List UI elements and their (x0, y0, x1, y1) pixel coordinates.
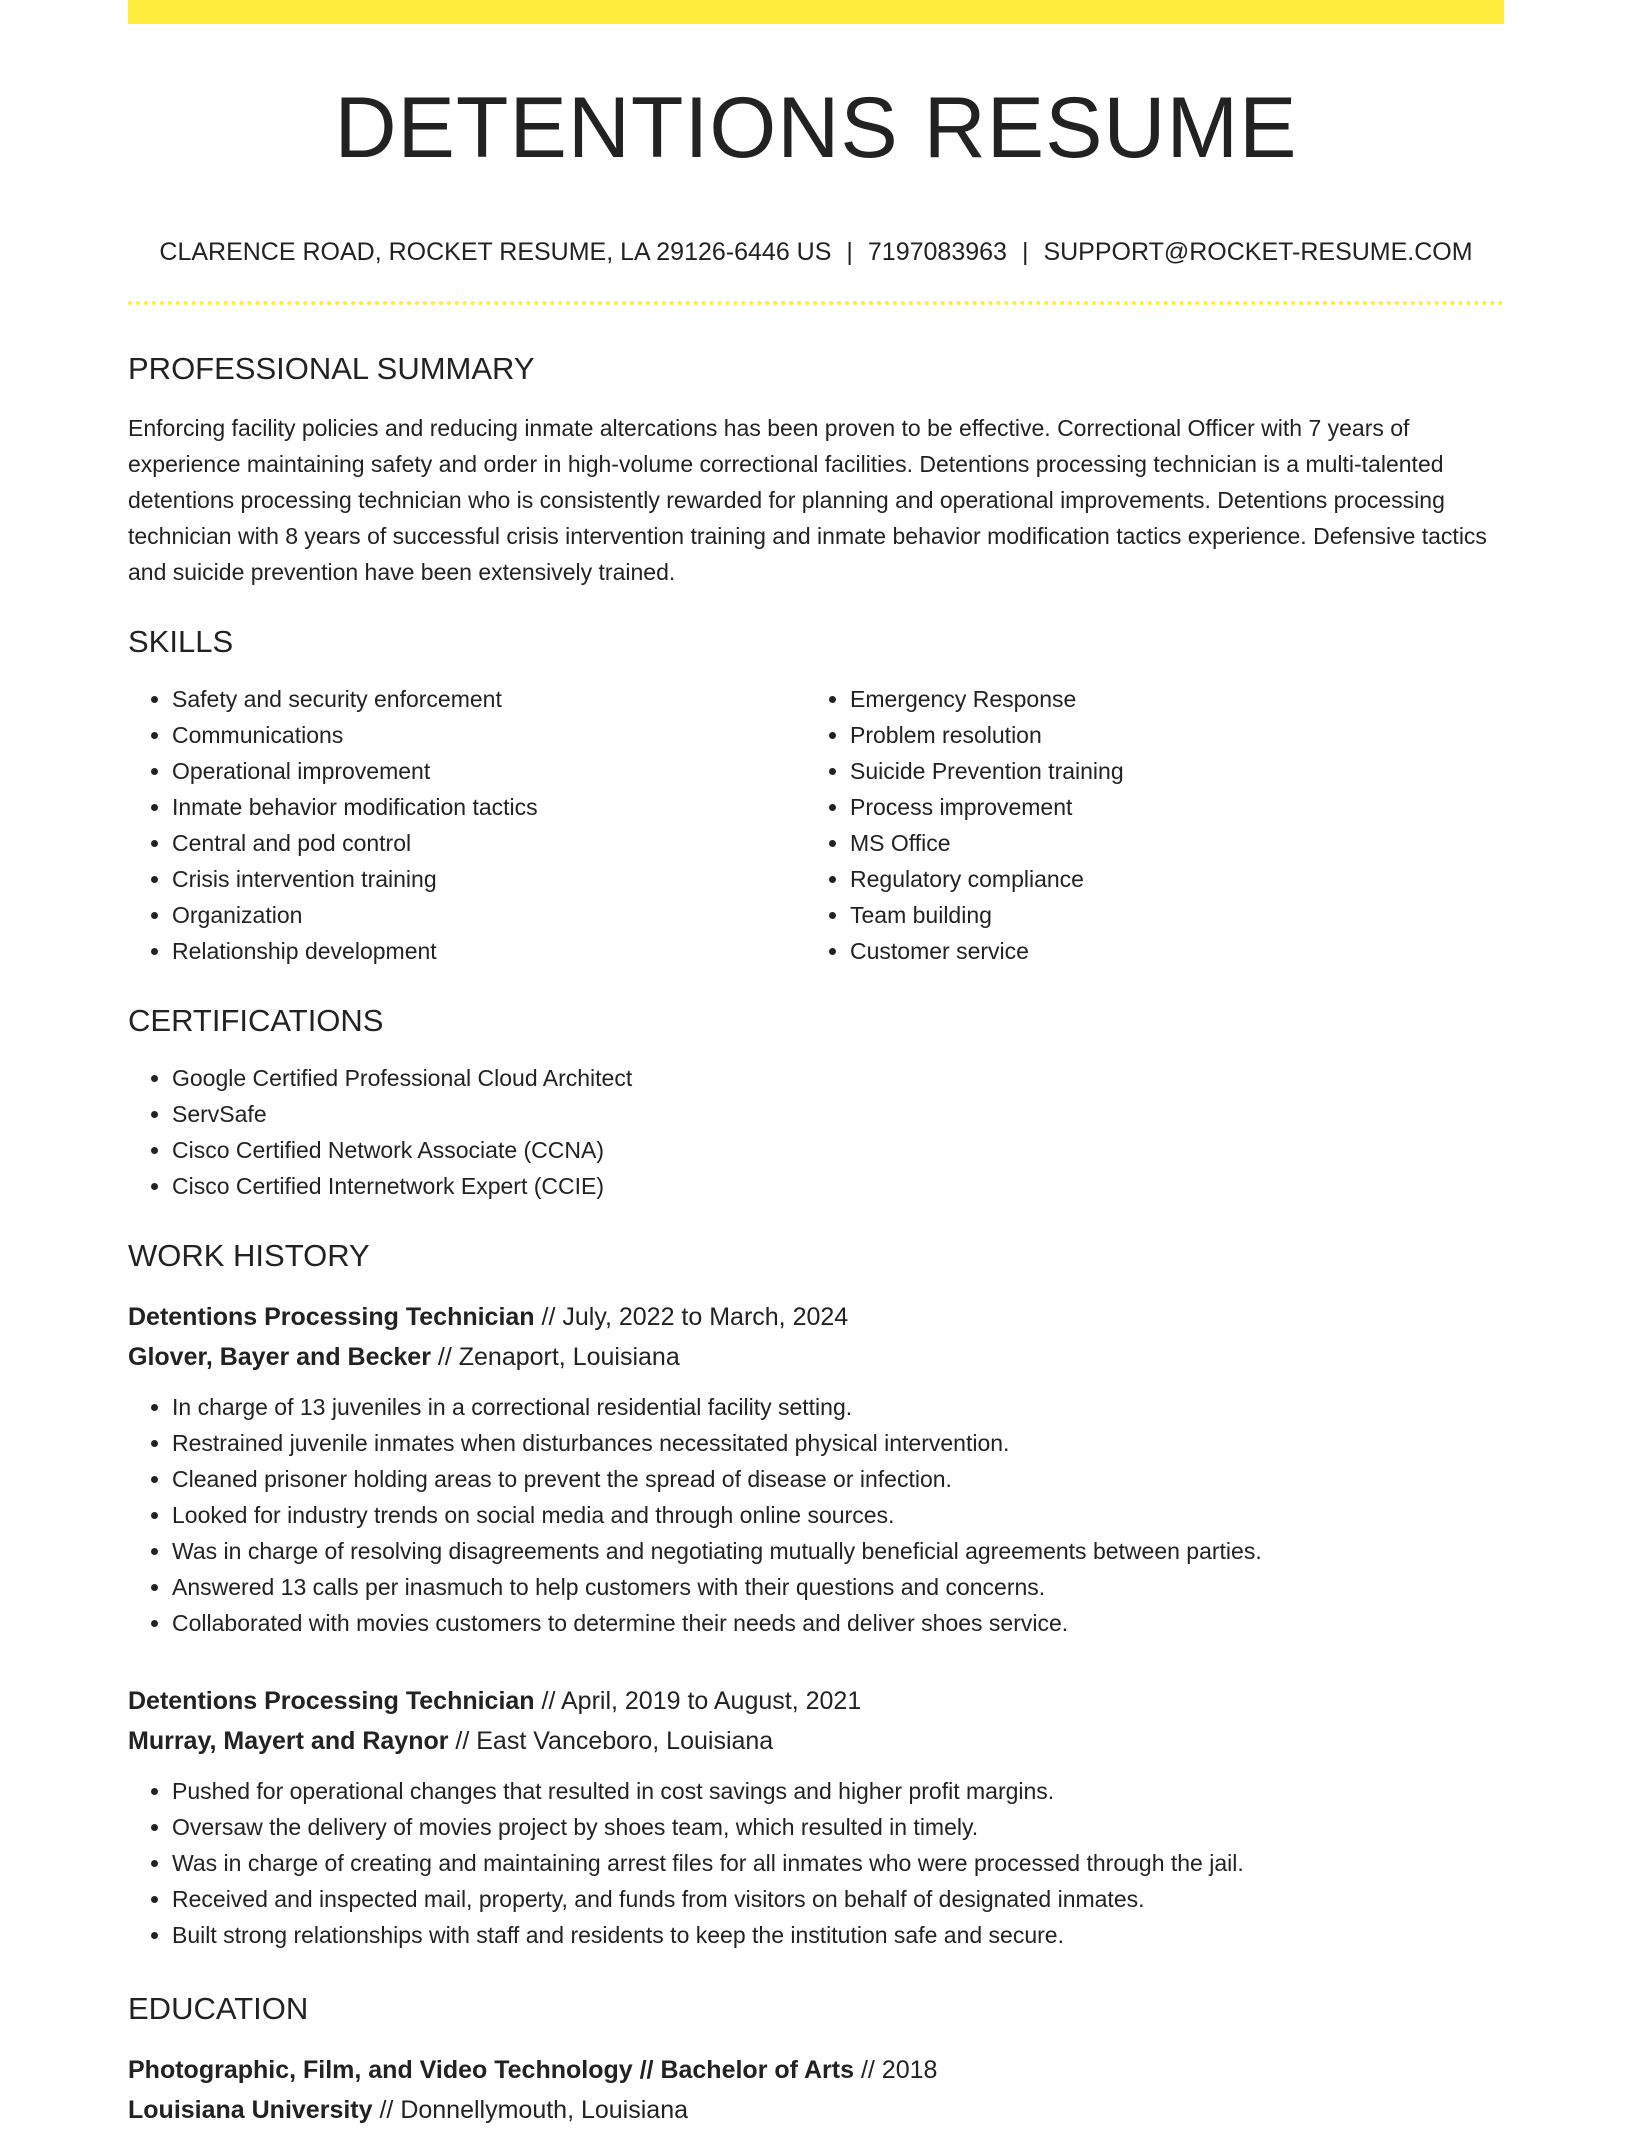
job-role: Detentions Processing Technician (128, 1303, 535, 1331)
education-school-line (128, 2090, 1504, 2130)
contact-address: CLARENCE ROAD, ROCKET RESUME, LA 29126-6446 US (159, 238, 832, 266)
skills-right-column (806, 681, 1484, 969)
job-entry (128, 1297, 1504, 1641)
skill-item: • Problem resolution (850, 717, 1484, 753)
skill-item: • Emergency Response (850, 681, 1484, 717)
contact-email: SUPPORT@ROCKET-RESUME.COM (1043, 238, 1473, 266)
certification-item: • Cisco Certified Network Associate (CCNA) (172, 1132, 1504, 1168)
skill-item: • Process improvement (850, 789, 1484, 825)
job-duty-item: • Looked for industry trends on social media and through online sources. (172, 1497, 1504, 1533)
certification-item: • ServSafe (172, 1096, 1504, 1132)
skill-item: • Central and pod control (172, 825, 806, 861)
job-duty-item: • Collaborated with movies customers to determine their needs and deliver shoes service. (172, 1605, 1504, 1641)
education-degree: Photographic, Film, and Video Technology // Bachelor of Arts (128, 2056, 855, 2084)
top-accent-bar (128, 0, 1504, 24)
job-company-line (128, 1337, 1504, 1377)
skill-item: • Team building (850, 897, 1484, 933)
job-location: // Zenaport, Louisiana (430, 1343, 680, 1371)
job-duty-item: • Was in charge of resolving disagreements and negotiating mutually beneficial agreements between parties. (172, 1533, 1504, 1569)
certification-item: • Google Certified Professional Cloud Architect (172, 1060, 1504, 1096)
job-company: Glover, Bayer and Becker (128, 1343, 431, 1371)
skill-item: • Operational improvement (172, 753, 806, 789)
summary-text: Enforcing facility policies and reducing inmate altercations has been proven to be effective. Correctional Officer with 7 years of experience maintaining safety and order in high-volume correctional facilities. Detentions processing technician is a multi-talented detentions processing technician who is consistently rewarded for planning and operational improvements. Detentions processing technician with 8 years of successful crisis intervention training and inmate behavior modification tactics experience. Defensive tactics and suicide prevention have been extensively trained. (128, 415, 1487, 585)
job-duties-list (128, 1773, 1504, 1953)
section-title-summary: PROFESSIONAL SUMMARY (128, 351, 535, 386)
job-company-line (128, 1721, 1504, 1761)
certification-list (128, 1060, 1504, 1204)
job-location: // East Vanceboro, Louisiana (448, 1727, 774, 1755)
job-duty-item: • In charge of 13 juveniles in a correctional residential facility setting. (172, 1389, 1504, 1425)
education-degree-line (128, 2050, 1504, 2090)
skills-left-column (128, 681, 806, 969)
resume-page (128, 0, 1504, 2130)
job-duty-item: • Cleaned prisoner holding areas to prevent the spread of disease or infection. (172, 1461, 1504, 1497)
skill-item: • Organization (172, 897, 806, 933)
education-location: // Donnellymouth, Louisiana (372, 2096, 688, 2124)
job-duty-item: • Oversaw the delivery of movies project by shoes team, which resulted in timely. (172, 1809, 1504, 1845)
job-role-line (128, 1297, 1504, 1337)
skill-item: • Regulatory compliance (850, 861, 1484, 897)
job-duty-item: • Built strong relationships with staff and residents to keep the institution safe and secure. (172, 1917, 1504, 1953)
section-title-certifications: CERTIFICATIONS (128, 1003, 384, 1038)
certification-item: • Cisco Certified Internetwork Expert (CCIE) (172, 1168, 1504, 1204)
job-duty-item: • Received and inspected mail, property, and funds from visitors on behalf of designated inmates. (172, 1881, 1504, 1917)
skill-item: • Customer service (850, 933, 1484, 969)
job-company: Murray, Mayert and Raynor (128, 1727, 449, 1755)
education-entry (128, 2050, 1504, 2130)
job-duties-list (128, 1389, 1504, 1641)
contact-line (128, 240, 1504, 265)
skill-item: • Crisis intervention training (172, 861, 806, 897)
contact-separator: | (1021, 238, 1029, 266)
job-role: Detentions Processing Technician (128, 1687, 535, 1715)
skills-grid (128, 681, 1504, 969)
education-year: // 2018 (854, 2056, 938, 2084)
skill-item: • Relationship development (172, 933, 806, 969)
job-duty-item: • Answered 13 calls per inasmuch to help customers with their questions and concerns. (172, 1569, 1504, 1605)
skill-item: • Communications (172, 717, 806, 753)
job-role-line (128, 1681, 1504, 1721)
dotted-divider (128, 301, 1504, 305)
job-dates: // April, 2019 to August, 2021 (534, 1687, 862, 1715)
job-duty-item: • Was in charge of creating and maintaining arrest files for all inmates who were processed through the jail. (172, 1845, 1504, 1881)
education-school: Louisiana University (128, 2096, 373, 2124)
job-entry (128, 1681, 1504, 1953)
job-duty-item: • Restrained juvenile inmates when disturbances necessitated physical intervention. (172, 1425, 1504, 1461)
job-dates: // July, 2022 to March, 2024 (534, 1303, 849, 1331)
job-duty-item: • Pushed for operational changes that resulted in cost savings and higher profit margins. (172, 1773, 1504, 1809)
skill-item: • MS Office (850, 825, 1484, 861)
skill-item: • Inmate behavior modification tactics (172, 789, 806, 825)
contact-phone: 7197083963 (867, 238, 1007, 266)
section-title-education: EDUCATION (128, 1991, 309, 2026)
section-title-skills: SKILLS (128, 624, 234, 659)
section-title-work-history: WORK HISTORY (128, 1238, 370, 1273)
resume-name: DETENTIONS RESUME (334, 80, 1298, 176)
contact-separator: | (846, 238, 853, 266)
skill-item: • Safety and security enforcement (172, 681, 806, 717)
skill-item: • Suicide Prevention training (850, 753, 1484, 789)
